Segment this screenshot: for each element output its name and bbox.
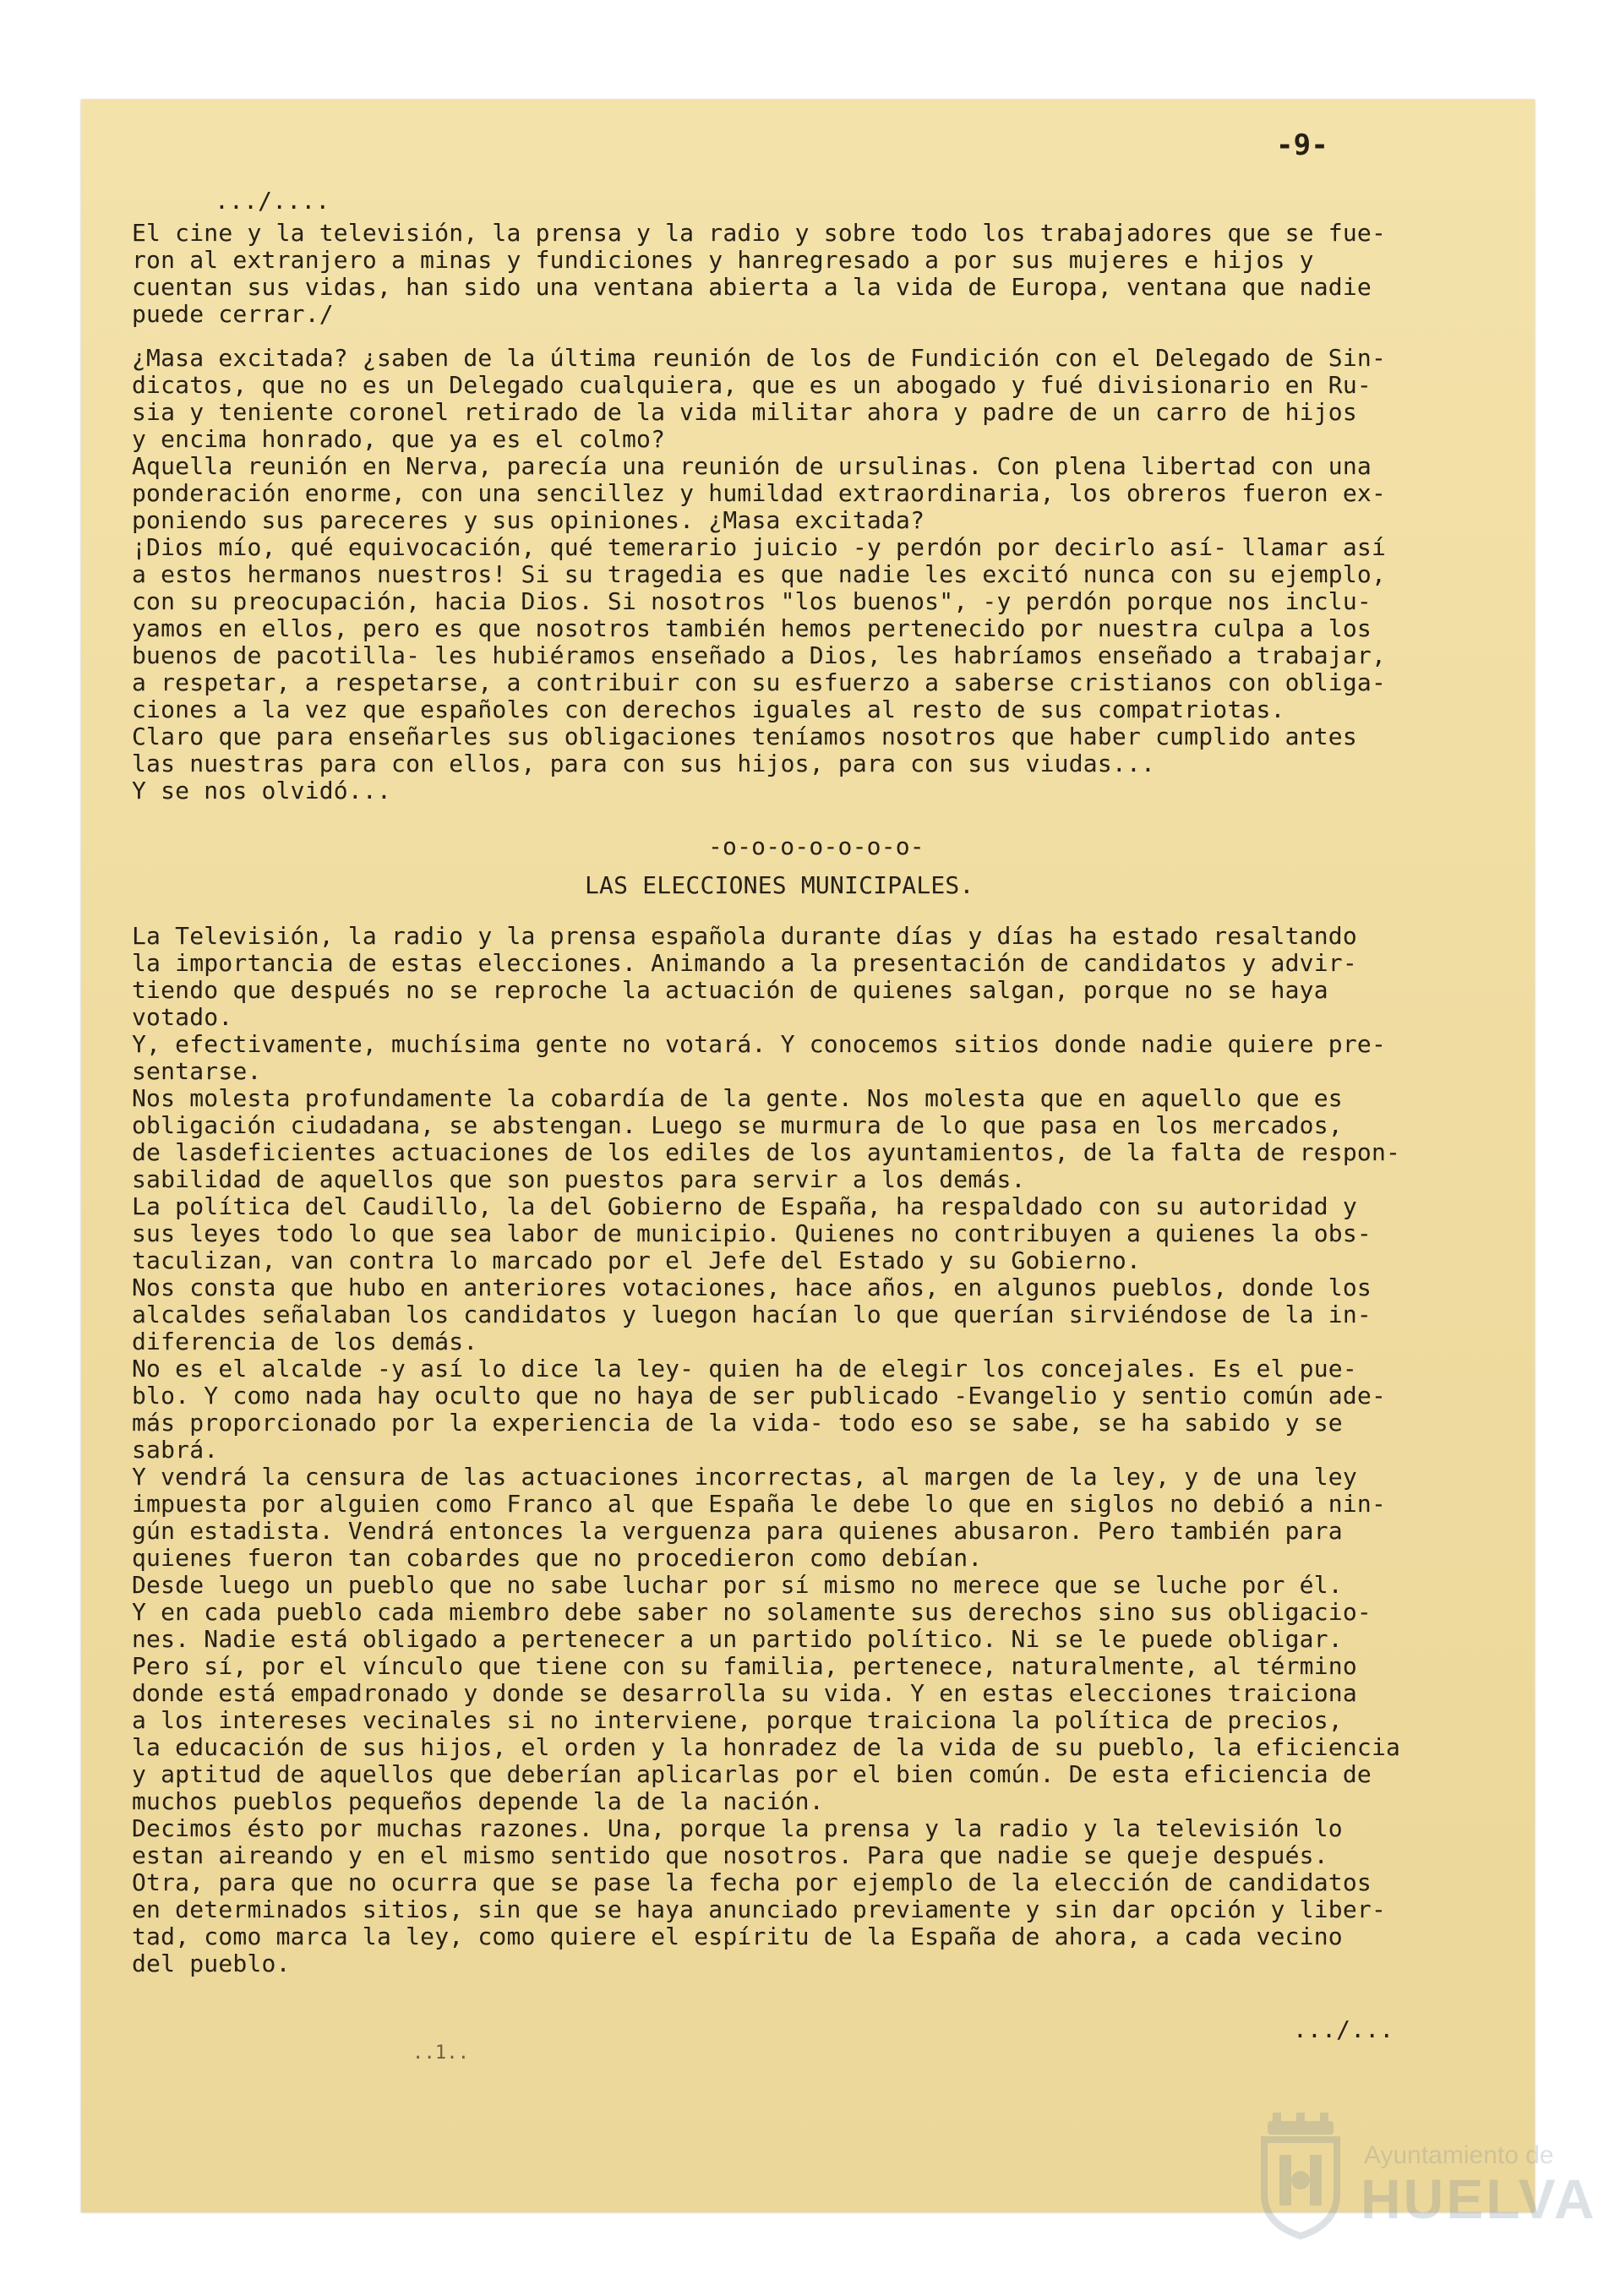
text-line: donde está empadronado y donde se desarrolla su vida. Y en estas elecciones traiciona: [132, 1679, 1357, 1707]
text-line: No es el alcalde -y así lo dice la ley- quien ha de elegir los concejales. Es el pue-: [132, 1355, 1357, 1383]
text-line: sus leyes todo lo que sea labor de municipio. Quienes no contribuyen a quienes la obs-: [132, 1219, 1372, 1247]
continuation-marker-top: .../....: [215, 187, 330, 215]
text-line: ciones a la vez que españoles con derechos iguales al resto de sus compatriotas.: [132, 695, 1285, 723]
text-line: las nuestras para con ellos, para con sus hijos, para con sus viudas...: [132, 750, 1156, 777]
text-line: obligación ciudadana, se abstengan. Luego se murmura de lo que pasa en los mercados,: [132, 1111, 1343, 1139]
text-line: a estos hermanos nuestros! Si su tragedia es que nadie les excitó nunca con su ejemplo,: [132, 560, 1386, 588]
text-line: dicatos, que no es un Delegado cualquiera, que es un abogado y fué divisionario en Ru-: [132, 371, 1372, 399]
text-line: impuesta por alguien como Franco al que España le debe lo que en siglos no debió a nin-: [132, 1490, 1386, 1518]
text-line: Desde luego un pueblo que no sabe luchar por sí mismo no merece que se luche por él.: [132, 1571, 1343, 1599]
text-line: Y vendrá la censura de las actuaciones incorrectas, al margen de la ley, y de una ley: [132, 1463, 1357, 1491]
text-line: El cine y la televisión, la prensa y la radio y sobre todo los trabajadores que se fue-: [132, 219, 1386, 247]
text-line: blo. Y como nada hay oculto que no haya de ser publicado -Evangelio y sentio común ade-: [132, 1382, 1386, 1410]
text-line: buenos de pacotilla- les hubiéramos enseñado a Dios, les habríamos enseñado a trabajar,: [132, 641, 1386, 669]
text-line: Pero sí, por el vínculo que tiene con su familia, pertenece, naturalmente, al término: [132, 1652, 1357, 1680]
text-line: Y en cada pueblo cada miembro debe saber no solamente sus derechos sino sus obligacio-: [132, 1598, 1372, 1626]
text-line: a respetar, a respetarse, a contribuir con su esfuerzo a saberse cristianos con obliga-: [132, 668, 1386, 696]
text-line: Nos molesta profundamente la cobardía de la gente. Nos molesta que en aquello que es: [132, 1084, 1343, 1112]
text-line: muchos pueblos pequeños depende la de la nación.: [132, 1787, 824, 1815]
text-line: Otra, para que no ocurra que se pase la fecha por ejemplo de la elección de candidatos: [132, 1868, 1372, 1896]
text-line: Y se nos olvidó...: [132, 777, 392, 804]
text-line: ¡Dios mío, qué equivocación, qué temerario juicio -y perdón por decirlo así- llamar así: [132, 533, 1386, 561]
text-line: del pueblo.: [132, 1950, 291, 1977]
text-line: La Televisión, la radio y la prensa española durante días y días ha estado resaltando: [132, 922, 1357, 950]
text-line: tiendo que después no se reproche la actuación de quienes salgan, porque no se haya: [132, 976, 1328, 1004]
text-line: poniendo sus pareceres y sus opiniones. ¿Masa excitada?: [132, 506, 925, 534]
continuation-marker-bottom: .../...: [1293, 2015, 1394, 2043]
text-line: estan aireando y en el mismo sentido que nosotros. Para que nadie se queje después.: [132, 1841, 1328, 1869]
section-heading: LAS ELECCIONES MUNICIPALES.: [585, 871, 974, 899]
text-line: quienes fueron tan cobardes que no procedieron como debían.: [132, 1544, 983, 1572]
text-line: la importancia de estas elecciones. Animando a la presentación de candidatos y advir-: [132, 949, 1357, 977]
text-line: taculizan, van contra lo marcado por el Jefe del Estado y su Gobierno.: [132, 1246, 1142, 1274]
text-line: Aquella reunión en Nerva, parecía una reunión de ursulinas. Con plena libertad con una: [132, 452, 1372, 480]
text-line: yamos en ellos, pero es que nosotros también hemos pertenecido por nuestra culpa a los: [132, 614, 1372, 642]
text-line: y encima honrado, que ya es el colmo?: [132, 425, 666, 453]
text-line: ¿Masa excitada? ¿saben de la última reunión de los de Fundición con el Delegado de Sin-: [132, 344, 1386, 372]
text-line: diferencia de los demás.: [132, 1328, 478, 1355]
watermark-line1: Ayuntamiento de: [1364, 2141, 1554, 2169]
section-television-paragraph: [132, 220, 1386, 328]
text-line: gún estadista. Vendrá entonces la verguenza para quienes abusaron. Pero también para: [132, 1517, 1343, 1545]
coat-of-arms-icon: [1254, 2113, 1347, 2239]
text-line: Claro que para enseñarles sus obligaciones teníamos nosotros que haber cumplido antes: [132, 723, 1357, 750]
text-line: sabilidad de aquellos que son puestos para servir a los demás.: [132, 1165, 1026, 1193]
text-line: tad, como marca la ley, como quiere el espíritu de la España de ahora, a cada vecino: [132, 1922, 1343, 1950]
text-line: alcaldes señalaban los candidatos y luegon hacían lo que querían sirviéndose de la in-: [132, 1301, 1372, 1328]
text-line: a los intereses vecinales si no interviene, porque traiciona la política de precios,: [132, 1706, 1343, 1734]
section-divider: -o-o-o-o-o-o-o-: [708, 832, 924, 860]
text-line: cuentan sus vidas, han sido una ventana abierta a la vida de Europa, ventana que nadie: [132, 273, 1372, 301]
text-line: con su preocupación, hacia Dios. Si nosotros "los buenos", -y perdón porque nos inclu-: [132, 587, 1372, 615]
text-line: más proporcionado por la experiencia de la vida- todo eso se sabe, se ha sabido y se: [132, 1409, 1343, 1437]
text-line: en determinados sitios, sin que se haya anunciado previamente y sin dar opción y liber-: [132, 1895, 1386, 1923]
ayuntamiento-watermark: [1254, 2113, 1597, 2248]
text-line: La política del Caudillo, la del Gobierno de España, ha respaldado con su autoridad y: [132, 1192, 1357, 1220]
text-line: sentarse.: [132, 1057, 262, 1085]
page-number: -9-: [1276, 128, 1329, 162]
section-masa-excitada-paragraph: [132, 345, 1386, 804]
text-line: Decimos ésto por muchas razones. Una, porque la prensa y la radio y la televisión lo: [132, 1814, 1343, 1842]
text-line: ponderación enorme, con una sencillez y humildad extraordinaria, los obreros fueron ex-: [132, 479, 1386, 507]
bottom-page-mark: ..1..: [412, 2042, 470, 2064]
text-line: puede cerrar./: [132, 300, 334, 328]
text-line: votado.: [132, 1003, 233, 1031]
text-line: nes. Nadie está obligado a pertenecer a un partido político. Ni se le puede obligar.: [132, 1625, 1343, 1653]
text-line: Y, efectivamente, muchísima gente no votará. Y conocemos sitios donde nadie quiere pre-: [132, 1030, 1386, 1058]
text-line: ron al extranjero a minas y fundiciones y hanregresado a por sus mujeres e hijos y: [132, 246, 1314, 274]
watermark-line2: HUELVA: [1361, 2168, 1597, 2230]
text-line: la educación de sus hijos, el orden y la honradez de la vida de su pueblo, la eficiencia: [132, 1733, 1401, 1761]
text-line: sabrá.: [132, 1436, 219, 1464]
section-elecciones-paragraph: [132, 923, 1400, 1977]
text-line: y aptitud de aquellos que deberían aplicarlas por el bien común. De esta eficiencia de: [132, 1760, 1372, 1788]
text-line: de lasdeficientes actuaciones de los ediles de los ayuntamientos, de la falta de respon-: [132, 1138, 1401, 1166]
text-line: sia y teniente coronel retirado de la vida militar ahora y padre de un carro de hijos: [132, 398, 1357, 426]
text-line: Nos consta que hubo en anteriores votaciones, hace años, en algunos pueblos, donde los: [132, 1273, 1372, 1301]
